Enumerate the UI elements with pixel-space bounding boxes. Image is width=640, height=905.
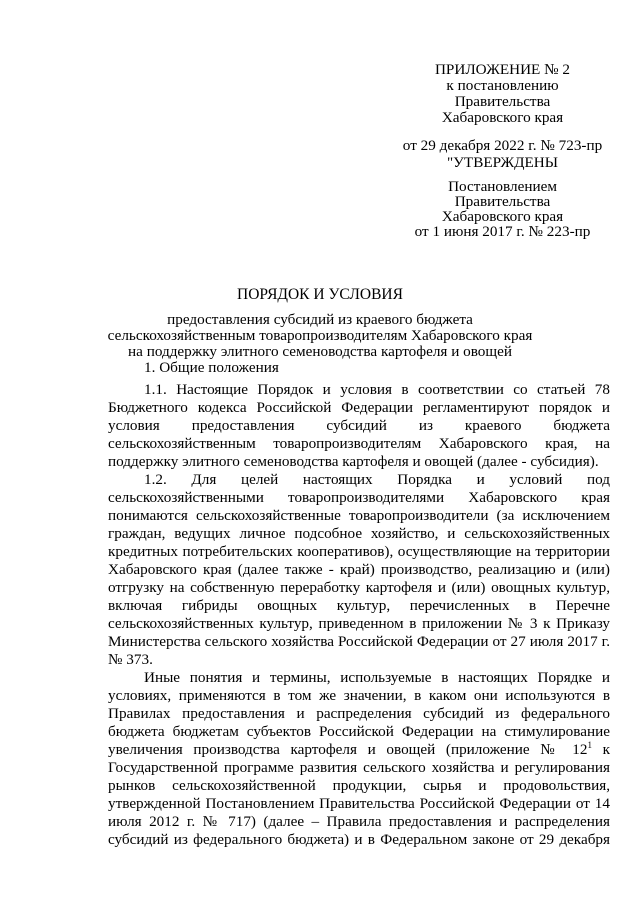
approved-block — [395, 155, 610, 239]
document-title: ПОРЯДОК И УСЛОВИЯ — [237, 286, 403, 303]
paragraph-1-1: 1.1. Настоящие Порядок и условия в соответствии со статьей 78 Бюджетного кодекса Российской Федерации регламентируют порядок и условия предоставления субсидий из краевого бюджета сельскохозяйственным товаропроизводителям Хабаровского края, на поддержку элитного семеноводства картофеля и овощей (далее - субсидия). — [108, 381, 610, 470]
subtitle-line: на поддержку элитного семеноводства картофеля и овощей — [128, 343, 512, 360]
footnote-superscript: 1 — [587, 739, 592, 750]
appendix-date: от 29 декабря 2022 г. № 723-пр — [402, 137, 603, 154]
document-title-block — [100, 286, 540, 360]
section-heading: 1. Общие положения — [144, 359, 279, 376]
paragraph-1-2: 1.2. Для целей настоящих Порядка и условий под сельскохозяйственными товаропроизводителями Хабаровского края понимаются сельскохозяйственные товаропроизводители (за исключением граждан, ведущих личное подсобное хозяйство, и сельскохозяйственных кредитных потребительских кооперативов), осуществляющие на территории Хабаровского края (далее также - край) производство, реализацию и (или) отгрузку на собственную переработку картофеля и (или) овощных культур, включая гибриды овощных культур, перечисленных в Перечне сельскохозяйственных культур, приведенном в приложении № 3 к Приказу Министерства сельского хозяйства Российской Федерации от 27 июля 2017 г. № 373. — [108, 471, 610, 668]
approved-heading: "УТВЕРЖДЕНЫ — [446, 154, 558, 171]
document-subtitle — [100, 312, 540, 360]
appendix-line: к постановлению — [446, 77, 559, 94]
approved-line: Постановлением — [448, 178, 557, 195]
appendix-line: Хабаровского края — [441, 109, 564, 126]
approved-line: Хабаровского края — [441, 208, 564, 225]
approved-date: от 1 июня 2017 г. № 223-пр — [414, 223, 591, 240]
appendix-block — [395, 62, 610, 154]
subtitle-line: предоставления субсидий из краевого бюджета — [167, 311, 473, 328]
appendix-line: Правительства — [454, 93, 551, 110]
paragraph-terms-part2: к Государственной программе развития сельского хозяйства и регулирования рынков сельскохозяйственной продукции, сырья и продовольствия, утвержденной Постановлением Правительства Российской Федерации от 14 июля 2012 г. № 717) (далее – Правила предоставления и распределения субсидий из федерального бюджета) и в Федеральном законе от 29 декабря — [108, 741, 610, 848]
approved-line: Правительства — [454, 193, 551, 210]
paragraph-terms-part1: Иные понятия и термины, используемые в настоящих Порядке и условиях, применяются в том же значении, в каком они используются в Правилах предоставления и распределения субсидий из федерального бюджета бюджетам субъектов Российской Федерации на стимулирование увеличения производства картофеля и овощей (приложение № 12 — [108, 669, 610, 758]
appendix-number: ПРИЛОЖЕНИЕ № 2 — [434, 61, 571, 78]
document-body — [108, 359, 610, 849]
subtitle-line: сельскохозяйственным товаропроизводителям Хабаровского края — [107, 327, 533, 344]
paragraph-terms — [108, 669, 610, 849]
